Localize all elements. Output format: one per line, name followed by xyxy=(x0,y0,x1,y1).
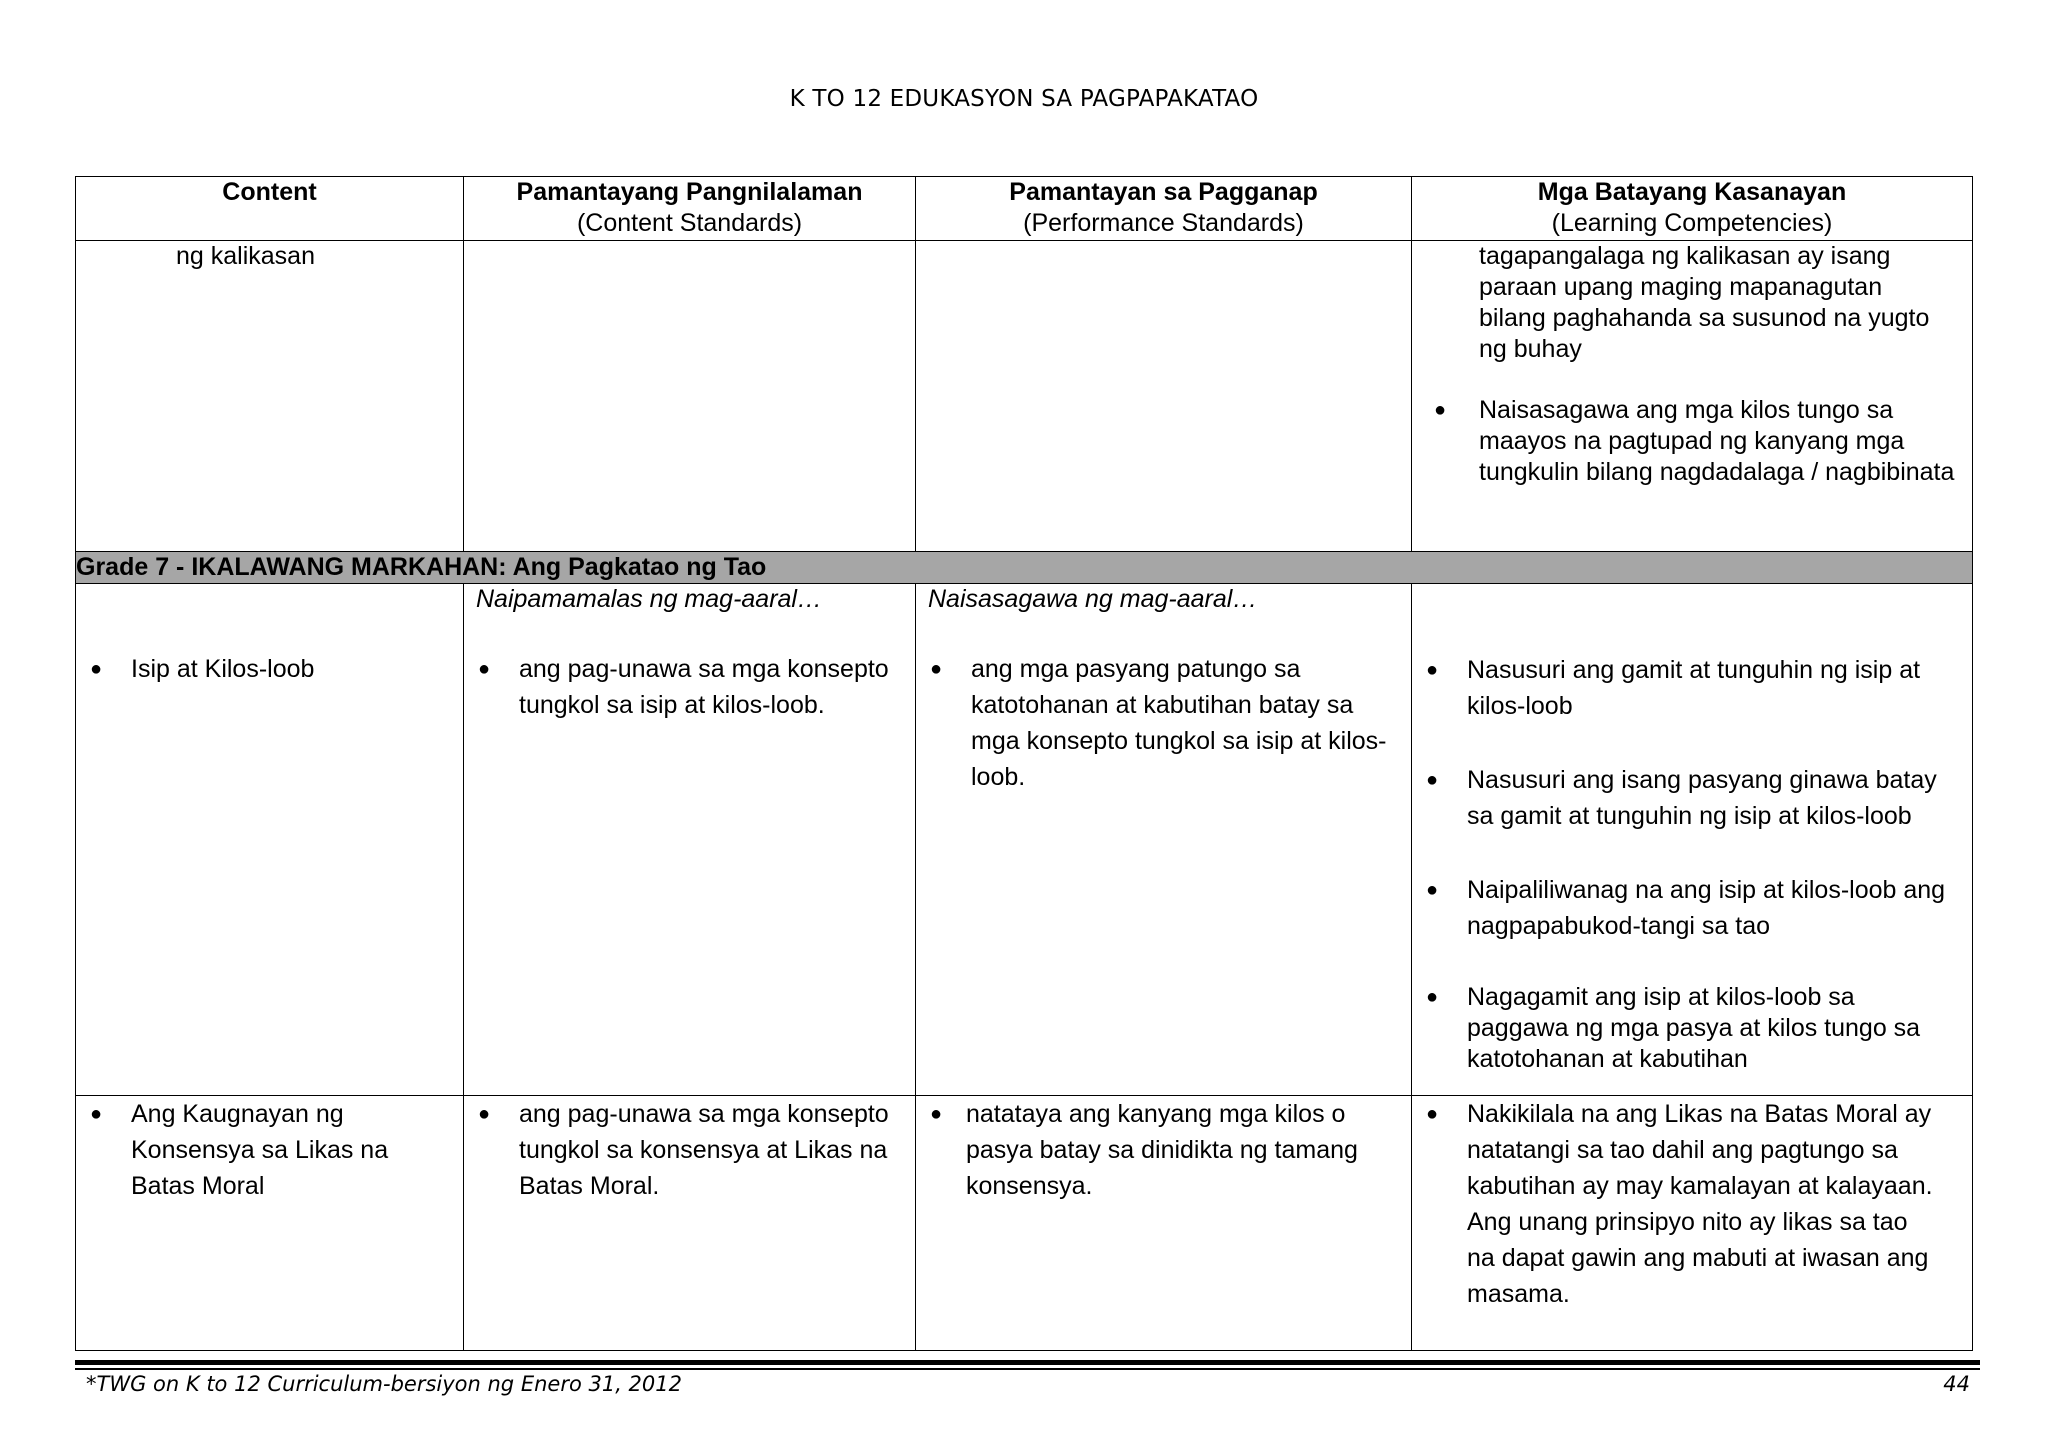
bullet-icon: ● xyxy=(1426,769,1439,791)
table-row xyxy=(76,584,1973,1096)
footer-rule xyxy=(75,1368,1980,1370)
header-content-standards: Pamantayang Pangnilalaman (Content Standards) xyxy=(464,177,916,241)
header-performance-standards: Pamantayan sa Pagganap (Performance Standards) xyxy=(916,177,1412,241)
page-title: K TO 12 EDUKASYON SA PAGPAPAKATAO xyxy=(789,86,1259,112)
bullet-icon: ● xyxy=(1426,1103,1439,1125)
grade-heading-row xyxy=(76,552,1973,584)
table-header-row xyxy=(76,177,1973,241)
content-standard-cell xyxy=(464,241,916,552)
list-item: ● natataya ang kanyang mga kilos o pasya batay sa dinidikta ng tamang konsensya. xyxy=(916,1096,1411,1204)
performance-standard-cell xyxy=(916,241,1412,552)
list-item: ● ang mga pasyang patungo sa katotohanan at kabutihan batay sa mga konsepto tungkol sa isip at kilos-loob. xyxy=(916,651,1411,795)
bullet-icon: ● xyxy=(1426,986,1439,1008)
grade-heading: Grade 7 - IKALAWANG MARKAHAN: Ang Pagkatao ng Tao xyxy=(76,552,1973,584)
header-learning-competencies: Mga Batayang Kasanayan (Learning Competencies) xyxy=(1412,177,1973,241)
performance-standard-cell xyxy=(916,1096,1412,1351)
intro-text: Naisasagawa ng mag-aaral… xyxy=(928,585,1258,613)
content-text: ng kalikasan xyxy=(176,242,315,270)
list-item: ● ang pag-unawa sa mga konsepto tungkol sa isip at kilos-loob. xyxy=(464,651,915,723)
list-item: ● ang pag-unawa sa mga konsepto tungkol sa konsensya at Likas na Batas Moral. xyxy=(464,1096,915,1204)
table-row xyxy=(76,241,1973,552)
curriculum-table xyxy=(75,176,1973,1351)
content-standard-cell xyxy=(464,584,916,1096)
bullet-icon: ● xyxy=(478,658,491,680)
footer-rule xyxy=(75,1360,1980,1365)
list-item: ● Nakikilala na ang Likas na Batas Moral ay natatangi sa tao dahil ang pagtungo sa kabutihan ay may kamalayan at kalayaan. Ang unang prinsipyo nito ay likas sa tao na dapat gawin ang mabuti at iwasan ang masama. xyxy=(1412,1096,1972,1312)
table-row xyxy=(76,1096,1973,1351)
bullet-icon: ● xyxy=(478,1103,491,1125)
competency-text: tagapangalaga ng kalikasan ay isang paraan upang maging mapanagutan bilang paghahanda sa susunod na yugto ng buhay xyxy=(1479,242,1930,363)
content-cell xyxy=(76,241,464,552)
page-number: 44 xyxy=(1943,1372,1970,1396)
list-item: ● Nasusuri ang isang pasyang ginawa batay sa gamit at tunguhin ng isip at kilos-loob xyxy=(1412,762,1972,834)
bullet-icon: ● xyxy=(90,658,103,680)
bullet-icon: ● xyxy=(1434,399,1447,421)
list-item: ● Naisasagawa ang mga kilos tungo sa maayos na pagtupad ng kanyang mga tungkulin bilang nagdadalaga / nagbibinata xyxy=(1434,396,1955,486)
competency-cell xyxy=(1412,241,1973,552)
content-cell xyxy=(76,1096,464,1351)
list-item: ● Isip at Kilos-loob xyxy=(90,655,315,683)
bullet-icon: ● xyxy=(1426,879,1439,901)
bullet-icon: ● xyxy=(930,658,943,680)
bullet-icon: ● xyxy=(930,1103,943,1125)
content-standard-cell xyxy=(464,1096,916,1351)
list-item: ● Nagagamit ang isip at kilos-loob sa paggawa ng mga pasya at kilos tungo sa katotohanan at kabutihan xyxy=(1426,983,1921,1073)
competency-cell xyxy=(1412,584,1973,1096)
performance-standard-cell xyxy=(916,584,1412,1096)
list-item: ● Nasusuri ang gamit at tunguhin ng isip at kilos-loob xyxy=(1412,652,1972,724)
footer-note: *TWG on K to 12 Curriculum-bersiyon ng Enero 31, 2012 xyxy=(86,1372,682,1396)
list-item: ● Naipaliliwanag na ang isip at kilos-loob ang nagpapabukod-tangi sa tao xyxy=(1412,872,1972,944)
content-cell xyxy=(76,584,464,1096)
list-item: ● Ang Kaugnayan ng Konsensya sa Likas na Batas Moral xyxy=(76,1096,463,1204)
bullet-icon: ● xyxy=(90,1103,103,1125)
bullet-icon: ● xyxy=(1426,659,1439,681)
header-content: Content xyxy=(76,177,464,241)
intro-text: Naipamamalas ng mag-aaral… xyxy=(476,585,822,613)
competency-cell xyxy=(1412,1096,1973,1351)
